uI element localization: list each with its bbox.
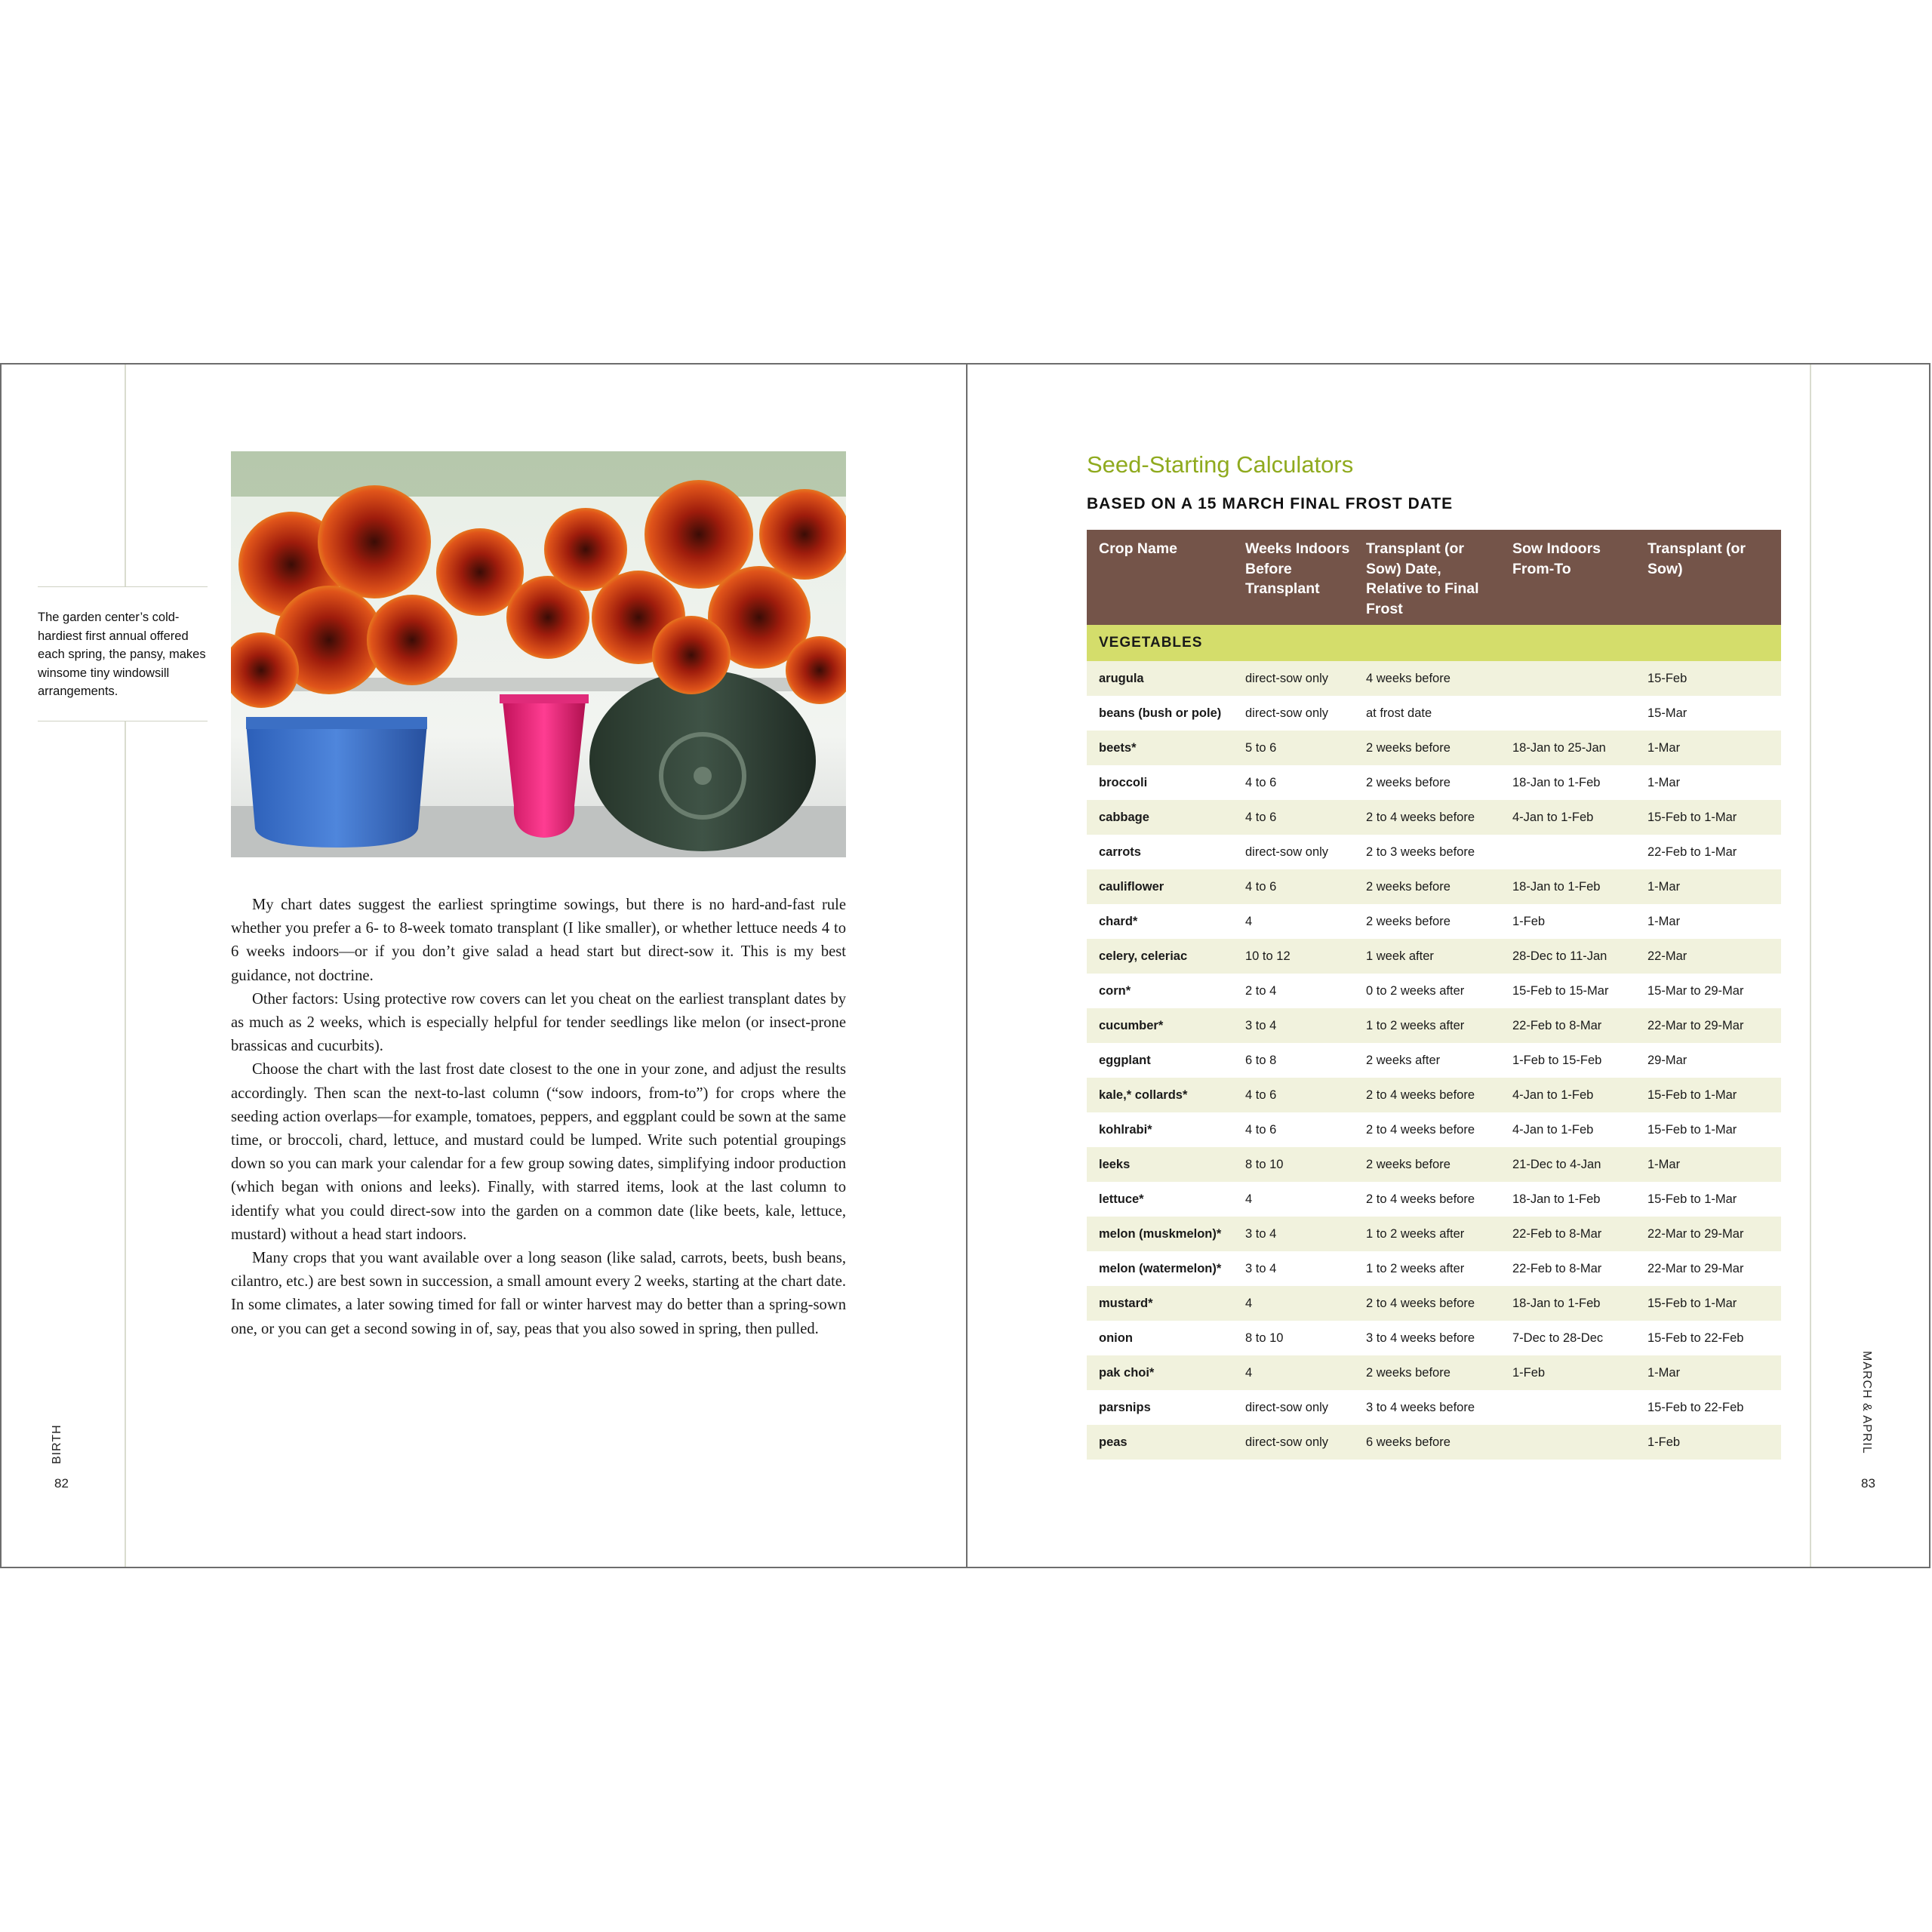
table-row <box>1087 696 1781 731</box>
cell-crop: beans (bush or pole) <box>1087 696 1233 731</box>
cell-sow-indoors: 21-Dec to 4-Jan <box>1500 1147 1635 1182</box>
cell-crop: cauliflower <box>1087 869 1233 904</box>
cell-sow-indoors: 18-Jan to 1-Feb <box>1500 869 1635 904</box>
page-number-left: 82 <box>54 1476 69 1491</box>
cell-sow-indoors: 4-Jan to 1-Feb <box>1500 1112 1635 1147</box>
cell-weeks: 4 to 6 <box>1233 1112 1354 1147</box>
header-transplant-date: Transplant (or Sow) <box>1635 530 1781 625</box>
cell-transplant: 22-Mar to 29-Mar <box>1635 1217 1781 1251</box>
cell-weeks: direct-sow only <box>1233 696 1354 731</box>
cell-relative: 2 to 4 weeks before <box>1354 1078 1500 1112</box>
cell-weeks: 3 to 4 <box>1233 1251 1354 1286</box>
pansy-photo <box>231 451 846 857</box>
cell-relative: 2 to 4 weeks before <box>1354 1112 1500 1147</box>
table-row <box>1087 661 1781 696</box>
cell-sow-indoors: 4-Jan to 1-Feb <box>1500 1078 1635 1112</box>
cell-crop: cabbage <box>1087 800 1233 835</box>
photo-caption: The garden center’s cold-hardiest first annual offered each spring, the pansy, makes winsome tiny windowsill arrangements. <box>38 586 208 721</box>
table-row <box>1087 1147 1781 1182</box>
cell-relative: 4 weeks before <box>1354 661 1500 696</box>
header-sow-indoors: Sow Indoors From-To <box>1500 530 1635 625</box>
cell-weeks: 5 to 6 <box>1233 731 1354 765</box>
cell-weeks: direct-sow only <box>1233 835 1354 869</box>
table-row <box>1087 1112 1781 1147</box>
cell-transplant: 1-Feb <box>1635 1425 1781 1460</box>
cell-transplant: 1-Mar <box>1635 765 1781 800</box>
cell-transplant: 15-Feb to 1-Mar <box>1635 800 1781 835</box>
cell-crop: lettuce* <box>1087 1182 1233 1217</box>
cell-relative: 3 to 4 weeks before <box>1354 1321 1500 1355</box>
cell-crop: carrots <box>1087 835 1233 869</box>
cell-crop: celery, celeriac <box>1087 939 1233 974</box>
cell-crop: peas <box>1087 1425 1233 1460</box>
table-row <box>1087 1355 1781 1390</box>
page-title: Seed-Starting Calculators <box>1087 451 1354 478</box>
cell-crop: kohlrabi* <box>1087 1112 1233 1147</box>
cell-weeks: 4 to 6 <box>1233 800 1354 835</box>
table-row <box>1087 904 1781 939</box>
table-row <box>1087 1078 1781 1112</box>
cell-sow-indoors: 1-Feb <box>1500 904 1635 939</box>
cell-transplant: 15-Feb to 1-Mar <box>1635 1286 1781 1321</box>
table-row <box>1087 869 1781 904</box>
cell-weeks: direct-sow only <box>1233 661 1354 696</box>
header-weeks-indoors: Weeks Indoors Before Transplant <box>1233 530 1354 625</box>
cell-weeks: 4 to 6 <box>1233 765 1354 800</box>
cell-crop: melon (muskmelon)* <box>1087 1217 1233 1251</box>
section-row <box>1087 625 1781 661</box>
cell-transplant: 1-Mar <box>1635 869 1781 904</box>
cell-sow-indoors: 4-Jan to 1-Feb <box>1500 800 1635 835</box>
cell-sow-indoors: 18-Jan to 25-Jan <box>1500 731 1635 765</box>
cell-sow-indoors <box>1500 1390 1635 1425</box>
cell-weeks: 2 to 4 <box>1233 974 1354 1008</box>
cell-sow-indoors <box>1500 661 1635 696</box>
cell-weeks: 6 to 8 <box>1233 1043 1354 1078</box>
cell-relative: 1 to 2 weeks after <box>1354 1008 1500 1043</box>
table-row <box>1087 765 1781 800</box>
body-paragraph: Choose the chart with the last frost date closest to the one in your zone, and adjust the results accordingly. Then scan the next-to-last column (“sow indoors, from-to”) for crops where the seeding action overlaps—for example, tomatoes, peppers, and eggplant could be sown at the same time, or broccoli, chard, lettuce, and mustard could be lumped. Write such potential groupings down so you can mark your calendar for a few group sowing dates, simplifying indoor production (which began with onions and leeks). Finally, with starred items, look at the last column to identify what you could direct-sow into the garden on a common date (like beets, kale, lettuce, mustard) without a head start indoors. <box>231 1061 846 1243</box>
running-head-right-text: MARCH & APRIL <box>1860 1351 1873 1454</box>
table-row <box>1087 1043 1781 1078</box>
cell-relative: 2 to 4 weeks before <box>1354 1182 1500 1217</box>
cell-sow-indoors: 18-Jan to 1-Feb <box>1500 1286 1635 1321</box>
cell-crop: cucumber* <box>1087 1008 1233 1043</box>
cell-transplant: 1-Mar <box>1635 904 1781 939</box>
cell-crop: parsnips <box>1087 1390 1233 1425</box>
cell-crop: arugula <box>1087 661 1233 696</box>
cell-crop: onion <box>1087 1321 1233 1355</box>
cell-relative: 1 to 2 weeks after <box>1354 1217 1500 1251</box>
cell-weeks: 8 to 10 <box>1233 1147 1354 1182</box>
cell-relative: 2 to 4 weeks before <box>1354 1286 1500 1321</box>
cell-transplant: 15-Mar <box>1635 696 1781 731</box>
cell-relative: 6 weeks before <box>1354 1425 1500 1460</box>
cell-relative: 2 weeks before <box>1354 765 1500 800</box>
cell-weeks: 3 to 4 <box>1233 1217 1354 1251</box>
cell-transplant: 22-Mar <box>1635 939 1781 974</box>
cell-transplant: 15-Feb to 1-Mar <box>1635 1078 1781 1112</box>
cell-transplant: 22-Mar to 29-Mar <box>1635 1008 1781 1043</box>
cell-transplant: 15-Feb to 1-Mar <box>1635 1112 1781 1147</box>
cell-crop: eggplant <box>1087 1043 1233 1078</box>
cell-weeks: 8 to 10 <box>1233 1321 1354 1355</box>
cell-crop: leeks <box>1087 1147 1233 1182</box>
gutter-divider <box>966 365 968 1567</box>
table-row <box>1087 1251 1781 1286</box>
cell-weeks: 4 <box>1233 1182 1354 1217</box>
cell-sow-indoors: 1-Feb <box>1500 1355 1635 1390</box>
header-crop-name: Crop Name <box>1087 530 1233 625</box>
cell-sow-indoors: 15-Feb to 15-Mar <box>1500 974 1635 1008</box>
table-row <box>1087 731 1781 765</box>
cell-crop: corn* <box>1087 974 1233 1008</box>
cell-relative: 2 weeks before <box>1354 731 1500 765</box>
cell-relative: 2 weeks before <box>1354 869 1500 904</box>
cell-sow-indoors: 18-Jan to 1-Feb <box>1500 765 1635 800</box>
cell-crop: mustard* <box>1087 1286 1233 1321</box>
table-subtitle: BASED ON A 15 MARCH FINAL FROST DATE <box>1087 495 1454 512</box>
cell-relative: 1 to 2 weeks after <box>1354 1251 1500 1286</box>
running-head-left <box>51 1424 73 1464</box>
cell-crop: chard* <box>1087 904 1233 939</box>
cell-weeks: direct-sow only <box>1233 1390 1354 1425</box>
body-text <box>231 894 846 1341</box>
table-row <box>1087 1217 1781 1251</box>
cell-transplant: 22-Feb to 1-Mar <box>1635 835 1781 869</box>
cell-transplant: 15-Mar to 29-Mar <box>1635 974 1781 1008</box>
cell-sow-indoors <box>1500 1425 1635 1460</box>
cell-weeks: 10 to 12 <box>1233 939 1354 974</box>
cell-transplant: 15-Feb to 1-Mar <box>1635 1182 1781 1217</box>
cell-relative: 2 weeks before <box>1354 904 1500 939</box>
cell-weeks: 4 <box>1233 904 1354 939</box>
cell-weeks: 4 to 6 <box>1233 1078 1354 1112</box>
table-row <box>1087 1321 1781 1355</box>
cell-sow-indoors: 18-Jan to 1-Feb <box>1500 1182 1635 1217</box>
cell-crop: melon (watermelon)* <box>1087 1251 1233 1286</box>
cell-transplant: 1-Mar <box>1635 731 1781 765</box>
table-row <box>1087 1390 1781 1425</box>
table-row <box>1087 1286 1781 1321</box>
cell-sow-indoors <box>1500 696 1635 731</box>
cell-sow-indoors: 7-Dec to 28-Dec <box>1500 1321 1635 1355</box>
cell-weeks: 3 to 4 <box>1233 1008 1354 1043</box>
cell-relative: 3 to 4 weeks before <box>1354 1390 1500 1425</box>
body-paragraph: Many crops that you want available over a long season (like salad, carrots, beets, bush beans, cilantro, etc.) are best sown in succession, a small amount every 2 weeks, starting at the chart date. In some climates, a later sowing timed for fall or winter harvest may do better than a spring-sown one, or you can get a second sowing in of, say, peas that you also sowed in spring, then pulled. <box>231 1250 846 1337</box>
running-head-right <box>1858 1351 1881 1457</box>
cell-sow-indoors: 22-Feb to 8-Mar <box>1500 1251 1635 1286</box>
cell-weeks: direct-sow only <box>1233 1425 1354 1460</box>
cell-weeks: 4 <box>1233 1355 1354 1390</box>
cell-relative: 1 week after <box>1354 939 1500 974</box>
body-paragraph: Other factors: Using protective row covers can let you cheat on the earliest transplant dates by as much as 2 weeks, which is especially helpful for tender seedlings like melon (or insect-prone brassicas and cucurbits). <box>231 990 846 1055</box>
cell-relative: at frost date <box>1354 696 1500 731</box>
cell-relative: 0 to 2 weeks after <box>1354 974 1500 1008</box>
cell-relative: 2 to 3 weeks before <box>1354 835 1500 869</box>
cell-relative: 2 weeks before <box>1354 1355 1500 1390</box>
cell-transplant: 1-Mar <box>1635 1355 1781 1390</box>
cell-sow-indoors <box>1500 835 1635 869</box>
body-paragraph: My chart dates suggest the earliest springtime sowings, but there is no hard-and-fast rule whether you prefer a 6- to 8-week tomato transplant (I like smaller), or whether lettuce needs 4 to 6 weeks indoors—or if you don’t give salad a head start but direct-sow it. This is my best guidance, not doctrine. <box>231 897 846 984</box>
cell-sow-indoors: 28-Dec to 11-Jan <box>1500 939 1635 974</box>
table-row <box>1087 1425 1781 1460</box>
cell-crop: broccoli <box>1087 765 1233 800</box>
cell-crop: kale,* collards* <box>1087 1078 1233 1112</box>
cell-transplant: 29-Mar <box>1635 1043 1781 1078</box>
cell-relative: 2 weeks before <box>1354 1147 1500 1182</box>
cell-crop: pak choi* <box>1087 1355 1233 1390</box>
table-row <box>1087 974 1781 1008</box>
cell-transplant: 15-Feb to 22-Feb <box>1635 1321 1781 1355</box>
table-row <box>1087 1182 1781 1217</box>
cell-transplant: 22-Mar to 29-Mar <box>1635 1251 1781 1286</box>
page-number-right: 83 <box>1861 1476 1875 1491</box>
cell-transplant: 1-Mar <box>1635 1147 1781 1182</box>
cell-transplant: 15-Feb <box>1635 661 1781 696</box>
header-transplant-relative: Transplant (or Sow) Date, Relative to Final Frost <box>1354 530 1500 625</box>
cell-transplant: 15-Feb to 22-Feb <box>1635 1390 1781 1425</box>
table-header-row <box>1087 530 1781 625</box>
cell-crop: beets* <box>1087 731 1233 765</box>
running-head-left-text: BIRTH <box>51 1424 63 1464</box>
cell-sow-indoors: 22-Feb to 8-Mar <box>1500 1217 1635 1251</box>
section-label: VEGETABLES <box>1087 625 1781 661</box>
table-row <box>1087 939 1781 974</box>
seed-starting-table <box>1087 530 1781 1460</box>
table-row <box>1087 800 1781 835</box>
right-margin-rule <box>1810 365 1811 1567</box>
cell-weeks: 4 <box>1233 1286 1354 1321</box>
table-row <box>1087 835 1781 869</box>
left-margin-rule <box>125 365 126 1567</box>
cell-weeks: 4 to 6 <box>1233 869 1354 904</box>
cell-sow-indoors: 22-Feb to 8-Mar <box>1500 1008 1635 1043</box>
table-row <box>1087 1008 1781 1043</box>
cell-relative: 2 to 4 weeks before <box>1354 800 1500 835</box>
cell-sow-indoors: 1-Feb to 15-Feb <box>1500 1043 1635 1078</box>
cell-relative: 2 weeks after <box>1354 1043 1500 1078</box>
